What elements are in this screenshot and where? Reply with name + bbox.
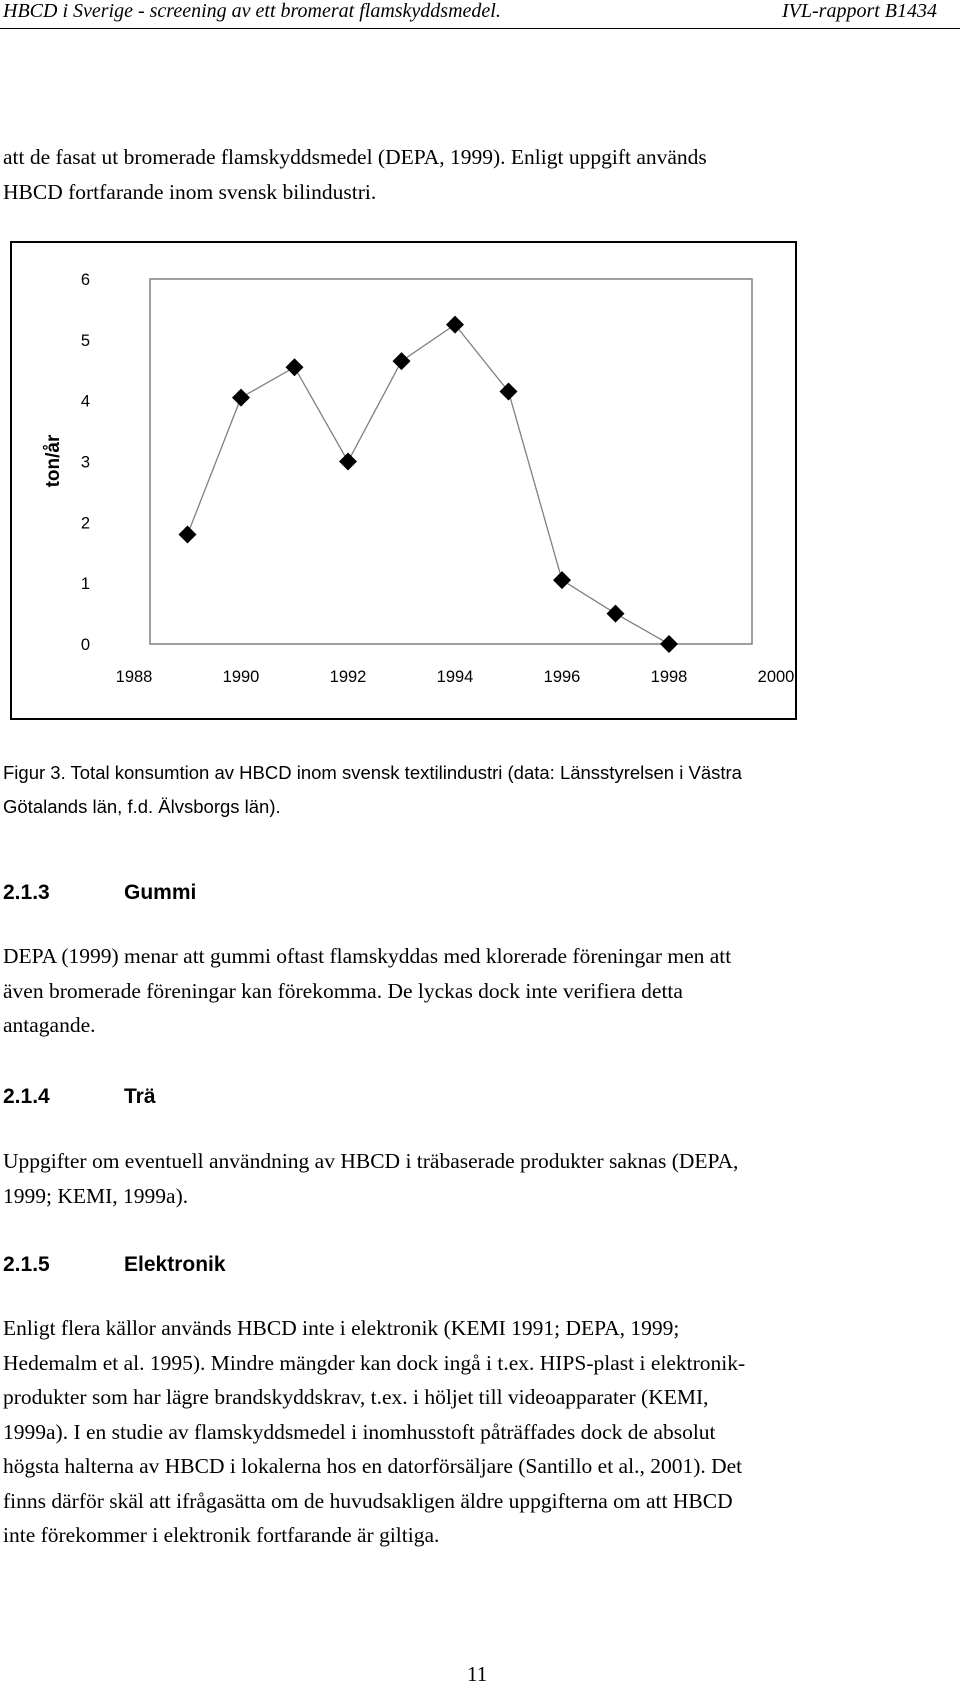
body-line: produkter som har lägre brandskyddskrav, t.ex. i höljet till videoapparater (KEMI, [3,1385,709,1409]
body-line: även bromerade föreningar kan förekomma. De lyckas dock inte verifiera detta [3,978,683,1003]
body-line: 1999a). I en studie av flamskyddsmedel i inomhusstoft påträffades dock de absolut [3,1419,716,1444]
y-tick-label: 3 [80,453,90,472]
section-number-elektronik: 2.1.5 [3,1253,50,1276]
body-line: Enligt flera källor används HBCD inte i elektronik (KEMI 1991; DEPA, 1999; [3,1316,680,1340]
page-number: 11 [467,1662,488,1686]
section-title-elektronik: Elektronik [124,1253,226,1276]
x-tick-label: 1990 [222,668,260,686]
x-tick-label: 1996 [543,668,581,686]
intro-line-2: HBCD fortfarande inom svensk bilindustri. [3,179,377,204]
caption-line-2: Götalands län, f.d. Älvsborgs län). [3,796,281,817]
running-header-title: HBCD i Sverige - screening av ett bromerat flamskyddsmedel. [3,0,501,22]
y-tick-label: 6 [80,271,90,289]
running-header-report-id: IVL-rapport B1434 [782,0,937,22]
section-title-tra: Trä [124,1085,156,1108]
x-tick-label: 1992 [329,668,367,686]
caption-line-1: Figur 3. Total konsumtion av HBCD inom svensk textilindustri (data: Länsstyrelsen i Västra [3,762,742,783]
y-tick-label: 1 [80,575,90,594]
section-number-gummi: 2.1.3 [3,881,50,904]
y-tick-label: 2 [80,514,90,533]
body-line: 1999; KEMI, 1999a). [3,1183,189,1208]
y-tick-label: 0 [80,636,90,654]
y-tick-label: 4 [80,392,90,411]
body-line: inte förekommer i elektronik fortfarande är giltiga. [3,1523,440,1547]
body-line: högsta halterna av HBCD i lokalerna hos en datorförsäljare (Santillo et al., 2001). Det [3,1454,743,1478]
body-line: finns därför skäl att ifrågasätta om de huvudsakligen äldre uppgifterna om att HBCD [3,1488,733,1513]
section-number-tra: 2.1.4 [3,1085,50,1108]
body-line: Hedemalm et al. 1995). Mindre mängder kan dock ingå i t.ex. HIPS-plast i elektronik- [3,1350,746,1375]
x-tick-label: 1988 [115,668,153,686]
section-body-tra [3,1144,953,1213]
body-line: Uppgifter om eventuell användning av HBCD i träbaserade produkter saknas (DEPA, [3,1149,739,1173]
x-tick-label: 1994 [436,668,474,686]
section-body-elektronik [3,1311,953,1553]
y-axis-label: ton/år [43,434,64,488]
figure-caption [3,756,953,824]
body-line: antagande. [3,1013,96,1037]
x-tick-label: 2000 [757,668,795,686]
consumption-line-chart [0,0,960,760]
body-line: DEPA (1999) menar att gummi oftast flamskyddas med klorerade föreningar men att [3,944,732,968]
y-tick-label: 5 [80,331,90,350]
section-body-gummi [3,939,953,1043]
chart-outer-frame [11,242,796,719]
intro-line-1: att de fasat ut bromerade flamskyddsmedel (DEPA, 1999). Enligt uppgift används [3,145,707,169]
x-tick-label: 1998 [650,668,688,686]
section-title-gummi: Gummi [124,881,197,904]
